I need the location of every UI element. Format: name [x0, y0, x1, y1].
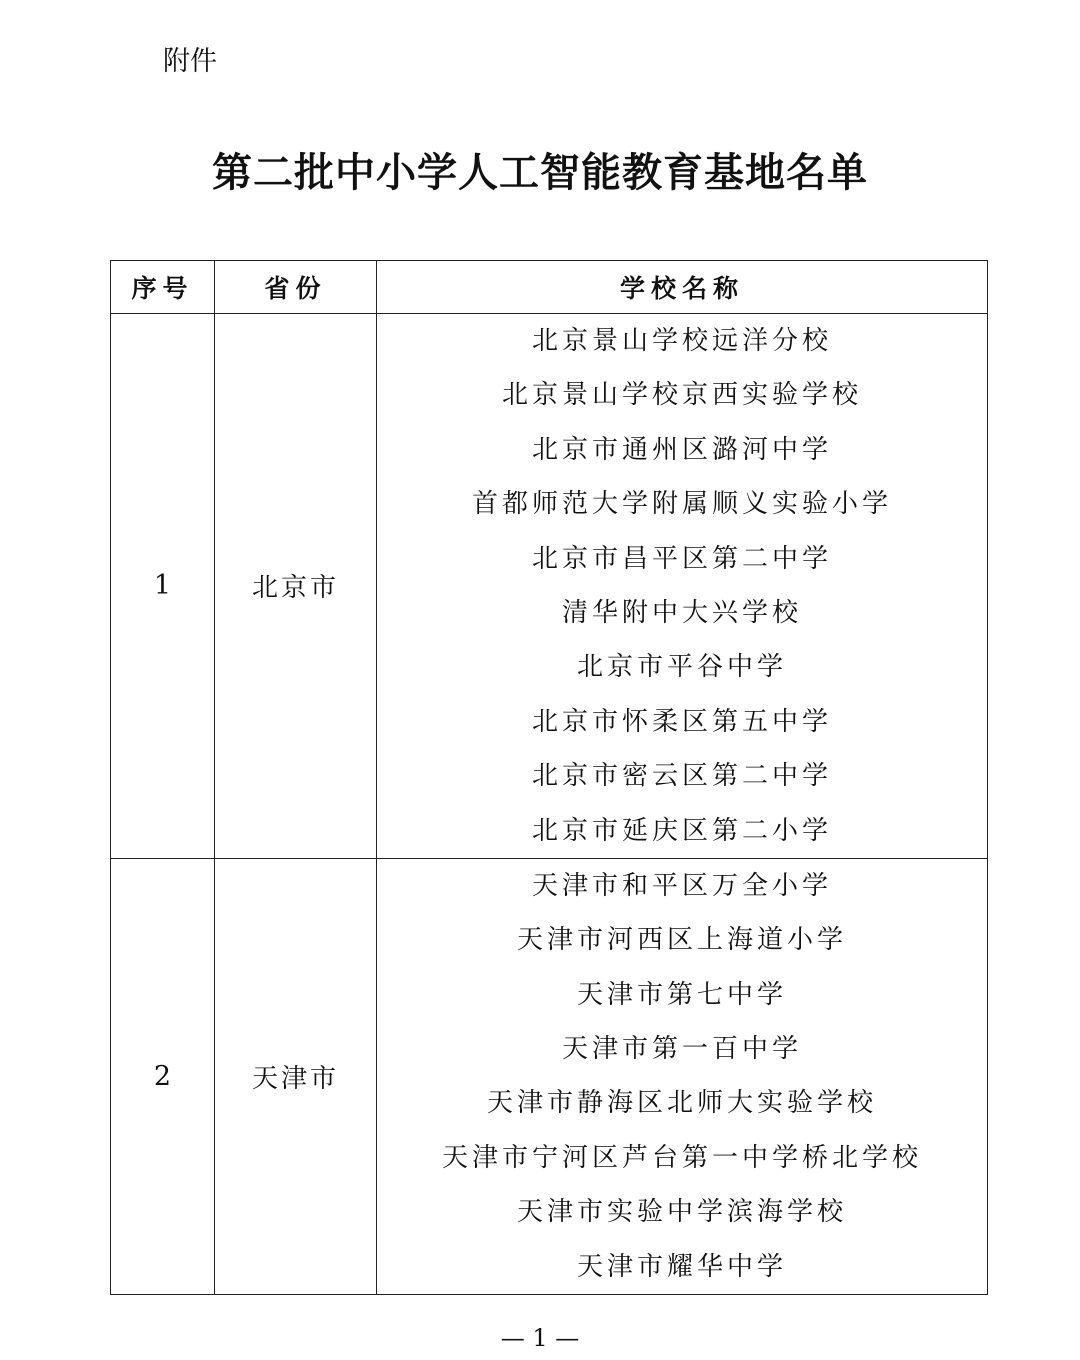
school-list-cell — [377, 314, 988, 859]
column-header-school-name: 学校名称 — [377, 261, 988, 314]
province-cell: 天津市 — [215, 858, 377, 1294]
school-name: 北京市昌平区第二中学 — [531, 543, 832, 574]
seq-cell: 2 — [111, 858, 215, 1294]
school-name: 天津市第七中学 — [576, 979, 787, 1010]
school-name: 天津市耀华中学 — [576, 1251, 787, 1282]
school-name: 北京景山学校远洋分校 — [531, 326, 832, 356]
school-name: 北京景山学校京西实验学校 — [501, 380, 862, 411]
school-name: 天津市宁河区芦台第一中学桥北学校 — [441, 1142, 922, 1173]
document-title: 第二批中小学人工智能教育基地名单 — [212, 149, 868, 196]
column-header-province: 省份 — [215, 261, 377, 314]
school-list-table — [110, 260, 988, 1295]
table-row — [111, 314, 988, 859]
school-name: 北京市密云区第二中学 — [531, 761, 832, 792]
school-name: 北京市怀柔区第五中学 — [531, 706, 832, 737]
school-name: 天津市实验中学滨海学校 — [516, 1197, 847, 1228]
province-cell: 北京市 — [215, 314, 377, 859]
page-number: — 1 — — [500, 1324, 580, 1352]
attachment-label: 附件 — [163, 46, 217, 77]
table-header-row — [111, 261, 988, 314]
column-header-seq: 序号 — [111, 261, 215, 314]
table-row — [111, 858, 988, 1294]
school-name: 北京市延庆区第二小学 — [531, 815, 832, 846]
school-name: 北京市通州区潞河中学 — [531, 434, 832, 465]
school-name: 天津市静海区北师大实验学校 — [486, 1088, 877, 1119]
school-name: 天津市和平区万全小学 — [531, 870, 832, 901]
school-name: 清华附中大兴学校 — [561, 597, 802, 628]
school-name: 北京市平谷中学 — [576, 652, 787, 683]
school-name: 天津市河西区上海道小学 — [516, 925, 847, 956]
school-list-cell — [377, 858, 988, 1294]
school-name: 首都师范大学附属顺义实验小学 — [471, 489, 892, 520]
seq-cell: 1 — [111, 314, 215, 859]
school-name: 天津市第一百中学 — [561, 1034, 802, 1065]
